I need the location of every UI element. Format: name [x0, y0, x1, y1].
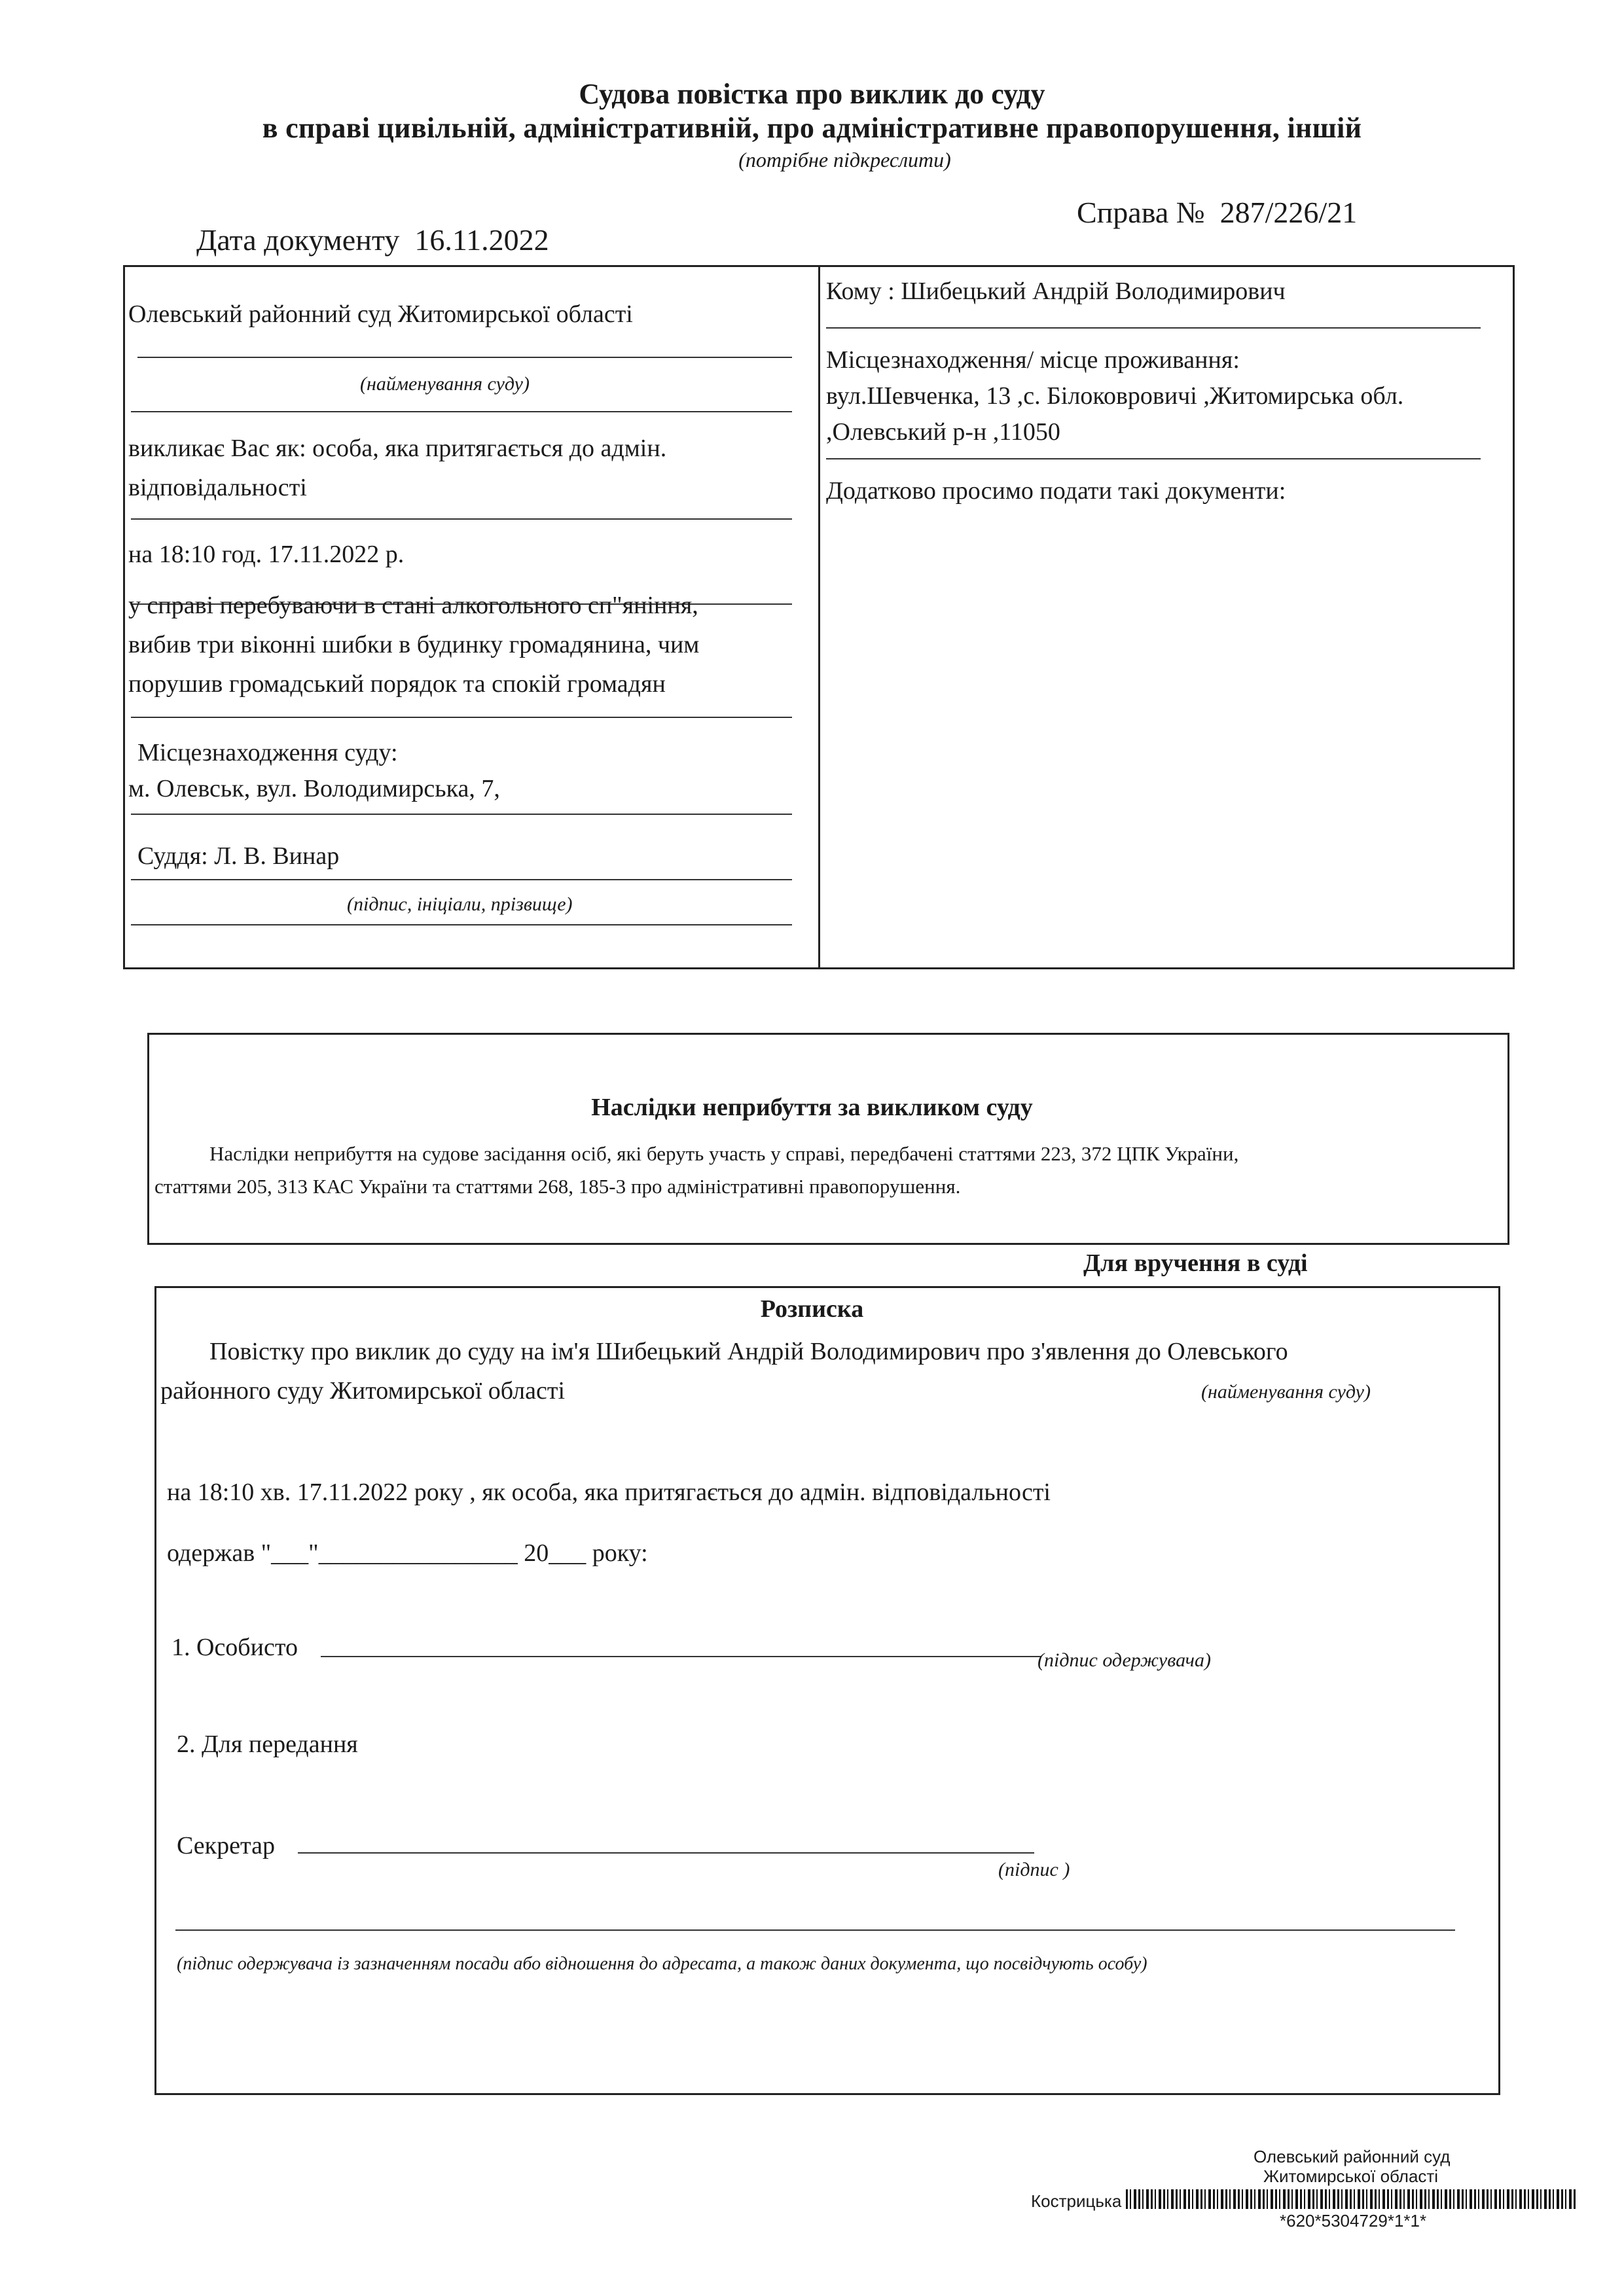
case-value: 287/226/21 [1219, 196, 1358, 229]
transfer-label: 2. Для передання [177, 1731, 358, 1758]
secretary-signature-line[interactable] [298, 1852, 1034, 1854]
case-number [1077, 195, 1357, 230]
underline-note: (потрібне підкреслити) [738, 148, 951, 171]
secretary-caption: (підпис ) [998, 1859, 1070, 1880]
barcode-text: *620*5304729*1*1* [1280, 2211, 1427, 2231]
residence-label: Місцезнаходження/ місце проживання: [826, 346, 1240, 374]
receipt-time-line: на 18:10 хв. 17.11.2022 року , як особа, яка притягається до адмін. відповідальності [167, 1479, 1051, 1506]
personal-signature-caption: (підпис одержувача) [1038, 1649, 1211, 1671]
summons-divider [818, 265, 820, 967]
summons-as-line2: відповідальності [128, 474, 307, 501]
residence-line2: ,Олевський р-н ,11050 [826, 418, 1060, 446]
footer-court-line2: Житомирської області [1263, 2166, 1439, 2186]
case-desc-line3: порушив громадський порядок та спокій громадян [128, 670, 666, 698]
court-location-label: Місцезнаходження суду: [137, 739, 398, 766]
rule [131, 411, 792, 412]
secretary-label: Секретар [177, 1832, 275, 1859]
received-line[interactable]: одержав "___"________________ 20___ року: [167, 1539, 648, 1567]
summons-as-line1: викликає Вас як: особа, яка притягається до адмін. [128, 435, 667, 462]
consequences-box [147, 1033, 1509, 1245]
consequences-line1: Наслідки неприбуття на судове засідання осіб, які беруть участь у справі, передбачені статтями 223, 372 ЦПК України, [209, 1142, 1239, 1165]
recipient-signature-line[interactable] [175, 1929, 1455, 1931]
personal-signature-line[interactable] [321, 1656, 1041, 1657]
footer-court-line1: Олевський районний суд [1254, 2147, 1451, 2166]
case-desc-line1: у справі перебуваючи в стані алкогольного сп"яніння, [128, 592, 698, 619]
recipient-signature-caption: (підпис одержувача із зазначенням посади або відношення до адресата, а також даних документа, що посвідчують особу) [177, 1954, 1147, 1974]
for-court-delivery: Для вручення в суді [1083, 1249, 1308, 1277]
recipient: Кому : Шибецький Андрій Володимирович [826, 278, 1286, 305]
date-label: Дата документу [196, 223, 400, 257]
case-label: Справа № [1077, 196, 1205, 229]
judge-caption: (підпис, ініціали, прізвище) [347, 893, 573, 915]
rule [137, 357, 792, 358]
extra-documents: Додатково просимо подати такі документи: [826, 477, 1286, 505]
consequences-title: Наслідки неприбуття за викликом суду [591, 1094, 1033, 1121]
court-location-value: м. Олевськ, вул. Володимирська, 7, [128, 775, 500, 802]
rule [131, 814, 792, 815]
rule [131, 717, 792, 718]
consequences-line2: статтями 205, 313 КАС України та статтями 268, 185-3 про адміністративні правопорушення. [154, 1175, 961, 1198]
receipt-title: Розписка [760, 1295, 864, 1323]
document-date [196, 223, 549, 257]
court-name: Олевський районний суд Житомирської області [128, 300, 633, 328]
court-caption: (найменування суду) [360, 373, 530, 395]
rule [131, 518, 792, 520]
judge: Суддя: Л. В. Винар [137, 842, 340, 870]
rule [131, 879, 792, 880]
rule [131, 924, 792, 925]
rule [826, 327, 1481, 329]
residence-line1: вул.Шевченка, 13 ,с. Білоковровичі ,Житомирська обл. [826, 382, 1404, 410]
clerk-name: Кострицька [1031, 2191, 1122, 2211]
receipt-line2: районного суду Житомирської області [160, 1377, 566, 1405]
personal-signature-label: 1. Особисто [171, 1634, 298, 1661]
date-value: 16.11.2022 [414, 223, 549, 257]
receipt-line1: Повістку про виклик до суду на ім'я Шибецький Андрій Володимирович про з'явлення до Олевського [209, 1338, 1288, 1365]
document-title: Судова повістка про виклик до суду [579, 78, 1045, 110]
barcode-icon [1126, 2189, 1578, 2209]
document-subtitle: в справі цивільній, адміністративній, про адміністративне правопорушення, іншій [262, 112, 1362, 144]
rule [826, 458, 1481, 459]
receipt-court-caption: (найменування суду) [1201, 1381, 1371, 1403]
case-desc-line2: вибив три віконні шибки в будинку громадянина, чим [128, 631, 700, 658]
hearing-time: на 18:10 год. 17.11.2022 р. [128, 541, 405, 568]
